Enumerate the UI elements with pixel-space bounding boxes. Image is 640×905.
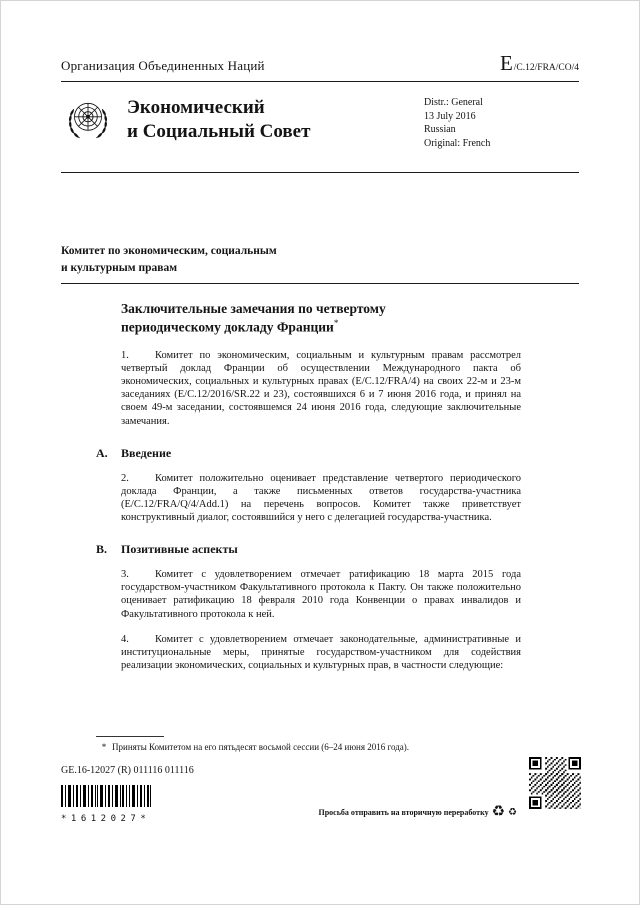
recycle-note [318,805,517,820]
symbol-letter: E [499,51,513,75]
section-a-heading [96,446,521,461]
distr-original: Original: French [424,137,491,149]
footnote-marker: * [101,742,107,752]
document-symbol [500,53,579,74]
document-title [121,300,521,336]
symbol-number: /C.12/FRA/CO/4 [513,63,579,73]
un-emblem-icon [61,94,115,148]
barcode [61,785,151,824]
footnote [96,736,526,754]
distr-date: 13 July 2016 [424,110,476,122]
paragraph-1 [121,349,521,428]
committee-name [61,243,579,284]
paragraph-2-number: 2. [121,472,129,484]
council-title-line1: Экономический [127,97,265,118]
section-b-title: Позитивные аспекты [121,542,238,557]
masthead [61,82,579,173]
section-a-title: Введение [121,445,172,460]
recycle-icon: ♻ [491,804,506,820]
paragraph-3-number: 3. [121,569,129,581]
council-title-line2: и Социальный Совет [127,120,311,142]
ge-number: GE.16-12027 (R) 011116 011116 [61,765,194,776]
barcode-label: *1612027* [61,814,151,824]
document-title-line2: периодическому докладу Франции [121,319,334,335]
paragraph-1-text: Комитет по экономическим, социальным и культурным правам рассмотрел четвертый доклад Франции об осуществлении Международного пакта об экономических, социальных и культурных правах (E/C.12/FRA/4) на своих 22-м и 23-м заседаниях (E/C.12/2016/SR.22 и 23), состоявшихся 6 и 7 июня 2016 года, и принял на своем 49-м заседании, состоявшемся 24 июня 2016 года, следующие заключительные замечания. [121,349,521,427]
paragraph-4 [121,633,521,672]
recycle-icon: ♻ [508,806,517,818]
paragraph-3-text: Комитет с удовлетворением отмечает ратификацию 18 марта 2015 года государством-участником Факультативного протокола к Пакту. Он также положительно оценивает ратификацию 18 февраля 2010 года Конвенции о правах инвалидов и Факультативного протокола к ней. [121,569,521,620]
committee-line1: Комитет по экономическим, социальным [61,245,277,257]
footnote-divider [96,736,164,737]
distr-language: Russian [424,124,456,135]
paragraph-1-number: 1. [121,349,129,361]
distr-type: Distr.: General [424,97,483,108]
paragraph-4-number: 4. [121,633,129,645]
paragraph-2 [121,472,521,525]
recycle-note-text: Просьба отправить на вторичную переработку [318,808,489,817]
document-header [61,53,579,82]
footnote-reference: * [333,317,339,328]
footnote-text-row [96,742,526,754]
un-org-name: Организация Объединенных Наций [61,58,265,73]
committee-line2: и культурным правам [61,261,178,274]
section-b-heading [96,542,521,557]
footnote-text: Приняты Комитетом на его пятьдесят восьмой сессии (6–24 июня 2016 года). [112,742,410,752]
distribution-info [424,94,579,150]
paragraph-4-text: Комитет с удовлетворением отмечает законодательные, административные и институциональные меры, принятые государством-участником для содействия реализации экономических, социальных и культурных прав, в частности следующие: [121,633,521,671]
document-body [96,300,521,672]
document-title-line1: Заключительные замечания по четвертому [121,301,386,317]
section-a-letter: A. [96,445,108,460]
barcode-bars [61,785,151,807]
section-b-letter: B. [96,542,108,557]
qr-code-icon [529,757,581,809]
paragraph-3 [121,568,521,621]
paragraph-2-text: Комитет положительно оценивает представление четвертого периодического доклада Франции, а также письменных ответов государства-участника (E/C.12/FRA/Q/4/Add.1) на перечень вопросов. Комитет также приветствует конструктивный диалог, состоявшийся у него с делегацией государства-участника. [121,472,521,524]
council-title [127,94,310,144]
